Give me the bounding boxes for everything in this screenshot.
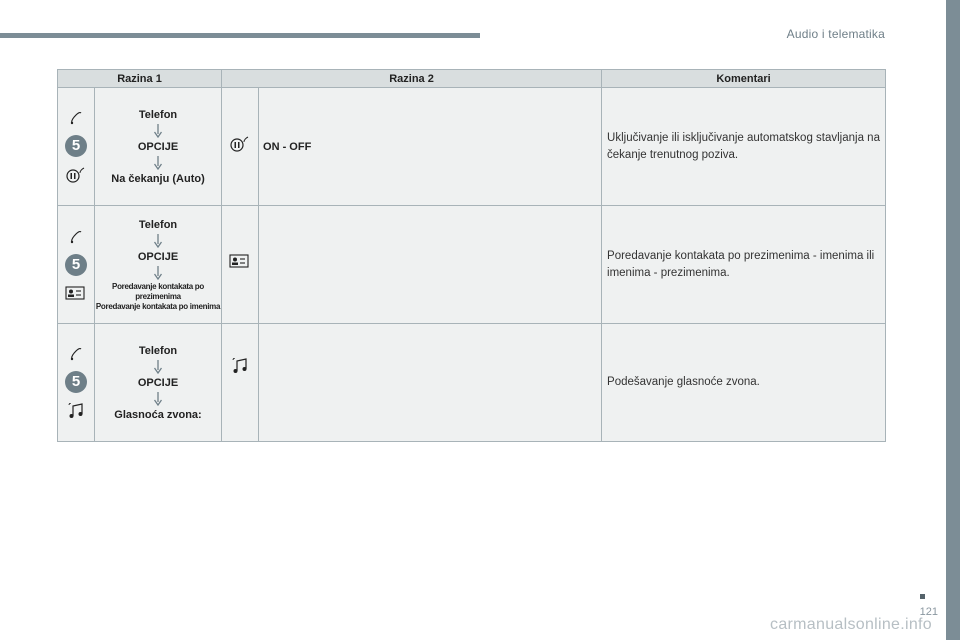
path-step: Poredavanje kontakata po prezimenima [112,281,204,301]
page-number: 121 [919,606,938,618]
header-bar [0,33,480,38]
path-step: Na čekanju (Auto) [111,172,205,185]
level2-option [259,206,602,324]
phone-icon [69,230,83,244]
side-tab [946,0,960,640]
phone-icon [69,111,83,125]
path-step: Telefon [138,218,178,231]
contact-card-icon [229,254,251,268]
level2-option [259,324,602,442]
level2-option: ON - OFF [259,88,602,206]
header-level1: Razina 1 [58,70,222,88]
table-row [58,324,886,442]
level1-path [95,88,222,206]
level1-path [95,324,222,442]
header-level2: Razina 2 [222,70,602,88]
comment-text: Uključivanje ili isključivanje automatskog stavljanja na čekanje trenutnog poziva. [602,88,886,206]
arrow-down-icon [154,234,162,248]
level2-icon-cell [222,88,259,206]
table-row [58,88,886,206]
path-step: OPCIJE [137,140,179,153]
arrow-down-icon [154,360,162,374]
page-marker [920,594,925,599]
badge-number: 5 [65,135,87,157]
path-step: OPCIJE [137,376,179,389]
call-hold-icon [64,167,88,183]
ringtone-note-icon [67,403,85,419]
level1-icons [58,206,95,324]
arrow-down-icon [154,156,162,170]
path-step: Telefon [138,344,178,357]
call-hold-icon [228,136,252,152]
badge-number: 5 [65,254,87,276]
comment-text: Poredavanje kontakata po prezimenima - imenima ili imenima - prezimenima. [602,206,886,324]
menu-table [57,69,886,442]
arrow-down-icon [154,392,162,406]
level1-icons [58,88,95,206]
level1-icons [58,324,95,442]
level1-path [95,206,222,324]
path-step: Glasnoća zvona: [114,408,202,421]
phone-icon [69,347,83,361]
table-header-row [58,70,886,88]
arrow-down-icon [154,266,162,280]
path-step: OPCIJE [137,250,179,263]
header-comments: Komentari [602,70,886,88]
arrow-down-icon [154,124,162,138]
ringtone-note-icon [231,358,249,374]
level2-icon-cell [222,324,259,442]
path-step: Poredavanje kontakata po imenima [95,301,221,311]
badge-number: 5 [65,371,87,393]
contact-card-icon [65,286,87,300]
path-step: Telefon [138,108,178,121]
watermark: carmanualsonline.info [770,616,932,633]
table-row [58,206,886,324]
level2-icon-cell [222,206,259,324]
section-title: Audio i telematika [786,27,885,41]
comment-text: Podešavanje glasnoće zvona. [602,324,886,442]
